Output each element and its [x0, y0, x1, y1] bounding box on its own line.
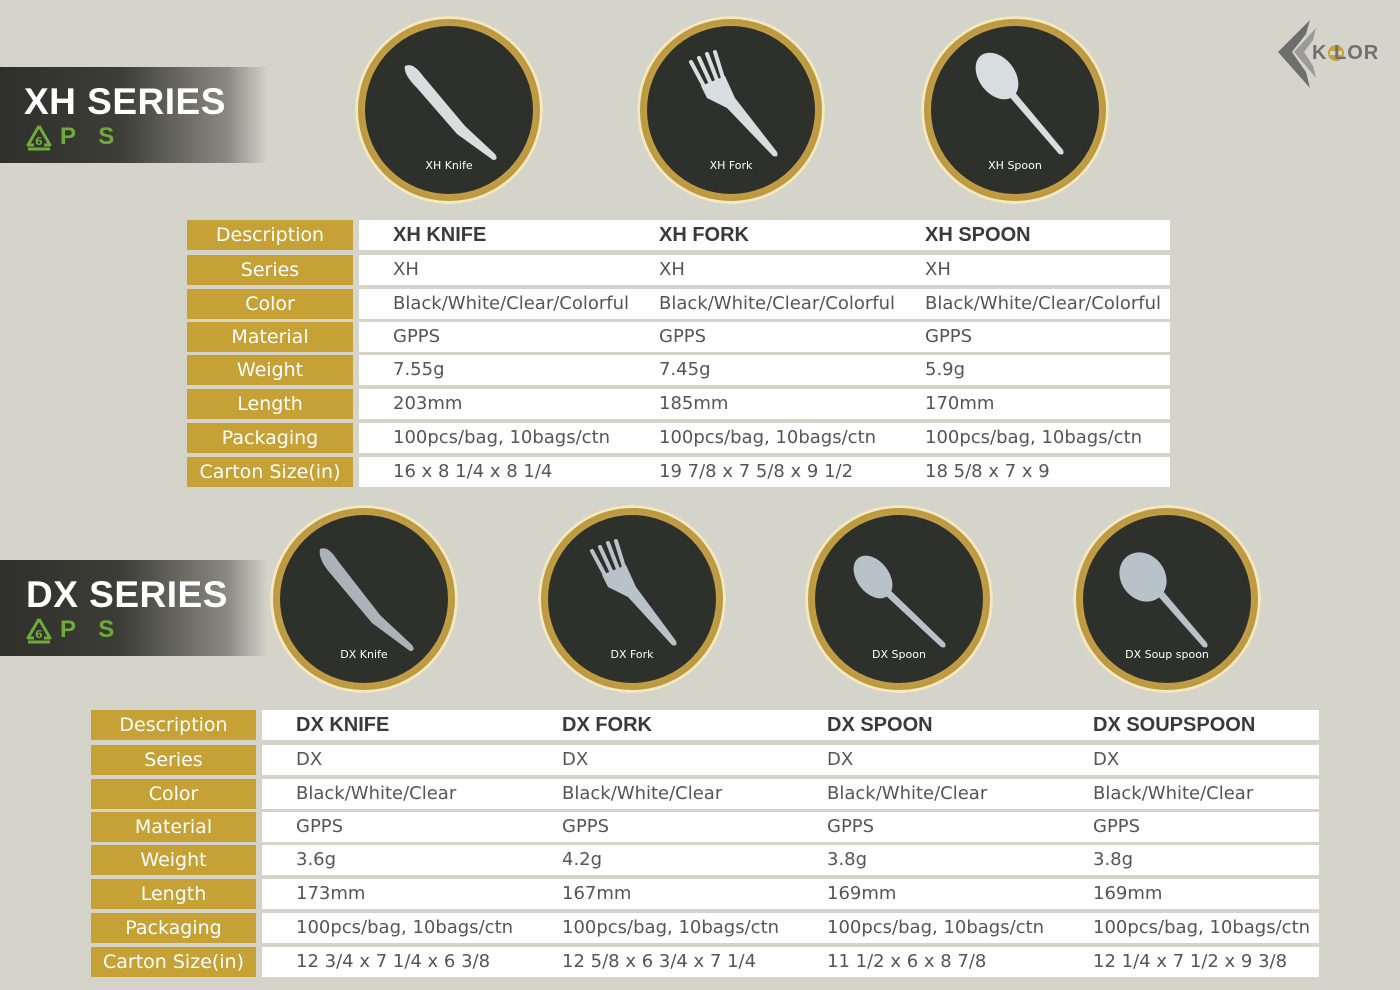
table-cell: DX: [1093, 749, 1120, 770]
table-cell: XH KNIFE: [393, 224, 487, 246]
dx-soup-spoon-product: [1073, 505, 1261, 693]
table-cell: 170mm: [925, 393, 995, 414]
table-cell: GPPS: [393, 326, 441, 347]
dx-series-banner: [0, 560, 268, 656]
xh-material-code: P S: [60, 123, 123, 150]
table-cell: 100pcs/bag, 10bags/ctn: [393, 427, 611, 448]
xh-series-banner: [0, 67, 268, 163]
dx-knife-product: [270, 505, 458, 693]
table-cell: GPPS: [296, 816, 344, 837]
table-cell: 100pcs/bag, 10bags/ctn: [659, 427, 877, 448]
table-cell: 3.8g: [827, 849, 868, 870]
row-label: Length: [91, 879, 256, 909]
row-label: Carton Size(in): [91, 947, 256, 977]
row-label: Weight: [187, 355, 353, 385]
table-cell: 7.45g: [659, 359, 711, 380]
product-label: DX Knife: [340, 648, 388, 661]
row-label: Carton Size(in): [187, 457, 353, 487]
table-cell: GPPS: [562, 816, 610, 837]
table-cell: Black/White/Clear: [1093, 783, 1254, 804]
table-cell: XH: [659, 259, 685, 280]
table-cell: 3.8g: [1093, 849, 1134, 870]
table-cell: Black/White/Clear/Colorful: [393, 293, 630, 314]
table-cell: 16 x 8 1/4 x 8 1/4: [393, 461, 553, 482]
table-cell: XH: [393, 259, 419, 280]
table-cell: DX: [562, 749, 589, 770]
product-label: DX Soup spoon: [1125, 648, 1209, 661]
dx-series-title: DX SERIES: [26, 574, 228, 615]
table-cell: 4.2g: [562, 849, 603, 870]
table-cell: 100pcs/bag, 10bags/ctn: [1093, 917, 1311, 938]
table-cell: GPPS: [1093, 816, 1141, 837]
xh-spoon-product: [921, 16, 1109, 204]
recycle-number: 6: [35, 628, 43, 641]
table-cell: 12 1/4 x 7 1/2 x 9 3/8: [1093, 951, 1288, 972]
dx-spoon-product: [805, 505, 993, 693]
table-cell: 3.6g: [296, 849, 337, 870]
table-cell: 12 3/4 x 7 1/4 x 6 3/8: [296, 951, 491, 972]
table-cell: DX SPOON: [827, 714, 933, 736]
table-cell: 169mm: [1093, 883, 1163, 904]
row-label: Description: [187, 220, 353, 250]
table-cell: 19 7/8 x 7 5/8 x 9 1/2: [659, 461, 854, 482]
row-label: Packaging: [91, 913, 256, 943]
table-cell: DX FORK: [562, 714, 652, 736]
table-cell: Black/White/Clear: [827, 783, 988, 804]
table-cell: 100pcs/bag, 10bags/ctn: [827, 917, 1045, 938]
recycle-icon: [22, 123, 56, 155]
recycle-number: 6: [35, 135, 43, 148]
product-label: XH Fork: [709, 159, 753, 172]
table-cell: GPPS: [827, 816, 875, 837]
dx-fork-product: [538, 505, 726, 693]
table-cell: 12 5/8 x 6 3/4 x 7 1/4: [562, 951, 757, 972]
row-label: Material: [91, 812, 256, 842]
table-cell: Black/White/Clear/Colorful: [659, 293, 896, 314]
table-cell: Black/White/Clear/Colorful: [925, 293, 1162, 314]
table-cell: GPPS: [925, 326, 973, 347]
table-cell: XH FORK: [659, 224, 749, 246]
table-cell: DX KNIFE: [296, 714, 390, 736]
table-cell: DX SOUPSPOON: [1093, 714, 1256, 736]
table-cell: DX: [827, 749, 854, 770]
table-cell: 169mm: [827, 883, 897, 904]
table-cell: 5.9g: [925, 359, 966, 380]
xh-knife-product: [355, 16, 543, 204]
table-cell: 173mm: [296, 883, 366, 904]
row-label: Series: [91, 745, 256, 775]
table-cell: XH: [925, 259, 951, 280]
table-cell: 167mm: [562, 883, 632, 904]
table-cell: 18 5/8 x 7 x 9: [925, 461, 1050, 482]
product-label: XH Knife: [425, 159, 473, 172]
table-cell: GPPS: [659, 326, 707, 347]
table-cell: 7.55g: [393, 359, 445, 380]
table-cell: Black/White/Clear: [562, 783, 723, 804]
row-label: Description: [91, 710, 256, 740]
product-label: DX Fork: [610, 648, 654, 661]
xh-series-title: XH SERIES: [24, 81, 226, 122]
row-label: Series: [187, 255, 353, 285]
brand-logo-text: K LOR: [1312, 42, 1380, 64]
table-cell: 203mm: [393, 393, 463, 414]
product-label: DX Spoon: [872, 648, 926, 661]
table-cell: 11 1/2 x 6 x 8 7/8: [827, 951, 987, 972]
product-label: XH Spoon: [988, 159, 1042, 172]
row-label: Weight: [91, 845, 256, 875]
table-cell: 100pcs/bag, 10bags/ctn: [562, 917, 780, 938]
row-label: Color: [91, 779, 256, 809]
row-label: Length: [187, 389, 353, 419]
dx-material-code: P S: [60, 616, 123, 643]
row-label: Packaging: [187, 423, 353, 453]
table-cell: 185mm: [659, 393, 729, 414]
table-cell: DX: [296, 749, 323, 770]
table-cell: 100pcs/bag, 10bags/ctn: [296, 917, 514, 938]
table-cell: XH SPOON: [925, 224, 1031, 246]
row-label: Color: [187, 289, 353, 319]
recycle-icon: [22, 616, 56, 648]
table-cell: Black/White/Clear: [296, 783, 457, 804]
brand-logo: [1272, 14, 1392, 94]
table-cell: 100pcs/bag, 10bags/ctn: [925, 427, 1143, 448]
xh-fork-product: [637, 16, 825, 204]
row-label: Material: [187, 322, 353, 352]
